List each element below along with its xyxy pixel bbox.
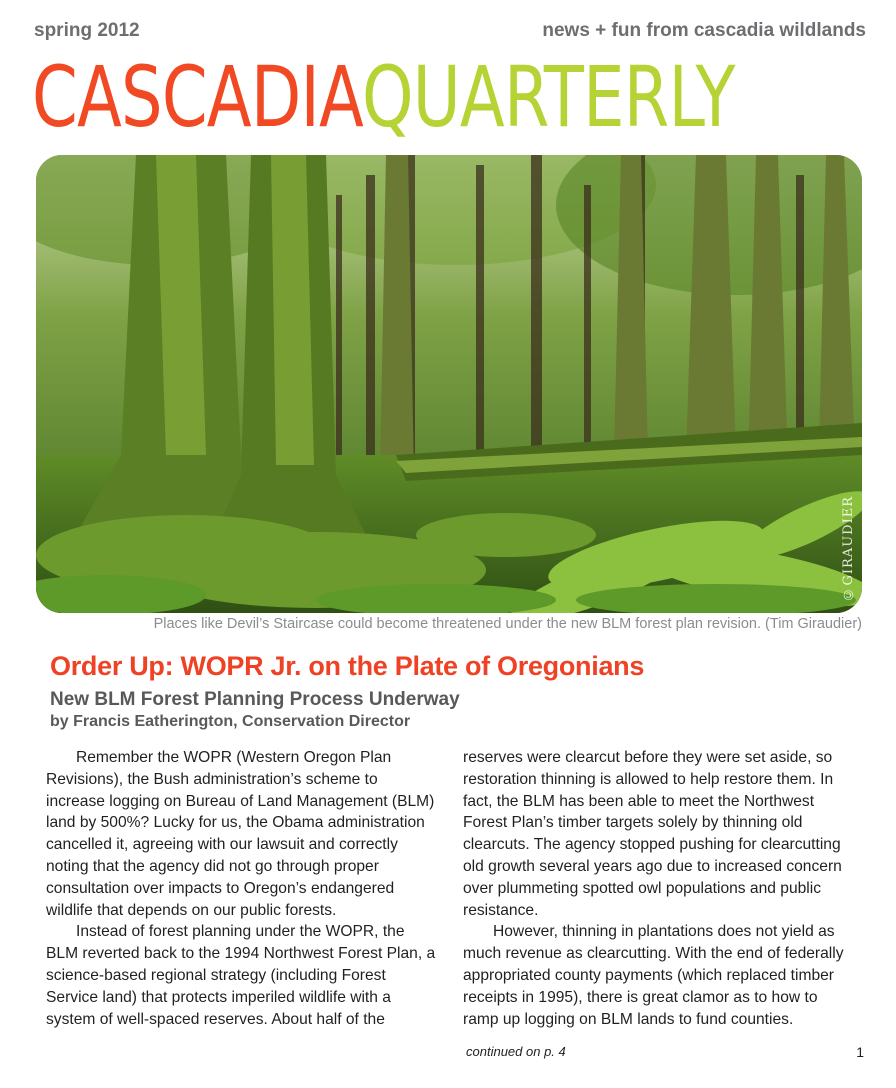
page-number: 1 xyxy=(856,1044,864,1060)
article-column-left xyxy=(46,747,440,1030)
article-column-right xyxy=(463,747,857,1030)
article-headline: Order Up: WOPR Jr. on the Plate of Oregonians xyxy=(50,651,645,681)
article-byline: by Francis Eatherington, Conservation Director xyxy=(50,713,411,730)
photo-caption: Places like Devil’s Staircase could become threatened under the new BLM forest plan revision. (Tim Giraudier) xyxy=(153,616,862,632)
issue-date: spring 2012 xyxy=(34,20,140,41)
forest-photo xyxy=(36,155,862,613)
tagline: news + fun from cascadia wildlands xyxy=(542,20,866,41)
masthead-quarterly: QUARTERLY xyxy=(361,48,735,146)
paragraph: Remember the WOPR (Western Oregon Plan Revisions), the Bush administration’s scheme to increase logging on Bureau of Land Management (BLM) land by 500%? Lucky for us, the Obama administration cancelled it, agreeing with our lawsuit and correctly noting that the agency did not go through proper consultation over impacts to Oregon’s endangered wildlife that depends on our public forests. xyxy=(46,749,435,919)
masthead xyxy=(32,42,735,152)
paragraph: Instead of forest planning under the WOPR, the BLM reverted back to the 1994 Northwest Forest Plan, a science-based regional strategy (including Forest Service land) that protects imperiled wildlife with a system of well-spaced reserves. About half of the xyxy=(46,923,436,1028)
photo-credit: ©GIRAUDIER xyxy=(841,495,856,601)
paragraph: However, thinning in plantations does not yield as much revenue as clearcutting. With the end of federally appropriated county payments (which replaced timber receipts in 1995), there is great clamor as to how to ramp up logging on BLM lands to fund counties. xyxy=(463,923,844,1028)
masthead-cascadia: CASCADIA xyxy=(32,48,362,146)
continued-note: continued on p. 4 xyxy=(466,1044,566,1059)
forest-illustration xyxy=(36,155,862,613)
paragraph: reserves were clearcut before they were set aside, so restoration thinning is allowed to help restore them. In fact, the BLM has been able to meet the Northwest Forest Plan’s timber targets solely by thinning old clearcuts. The agency stopped pushing for clearcutting old growth several years ago due to increased concern over plummeting spotted owl populations and public resistance. xyxy=(463,749,842,919)
article-subheadline: New BLM Forest Planning Process Underway xyxy=(50,689,460,710)
